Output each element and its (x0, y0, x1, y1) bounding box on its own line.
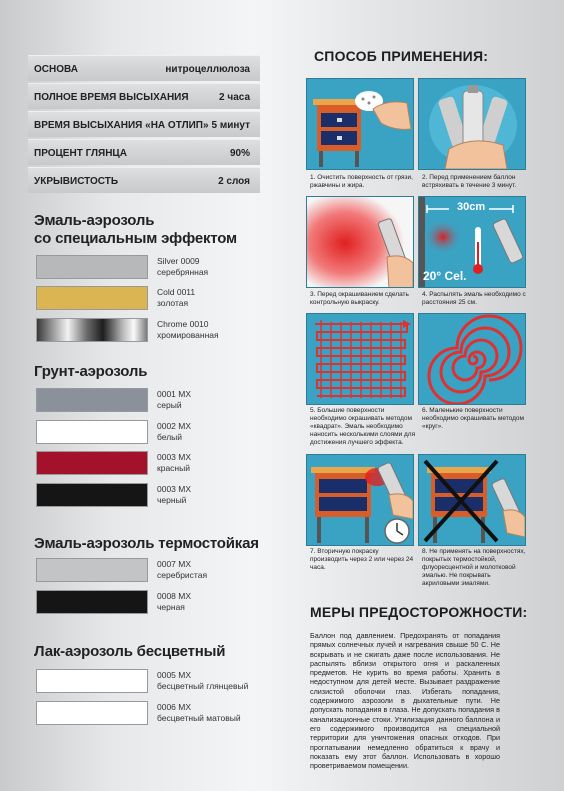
swatch-name: красный (157, 463, 190, 473)
swatch-code: 0008 MX (157, 591, 192, 601)
step-6-caption: 6. Маленькие поверхности необходимо окрашивать методом «круг». (422, 407, 524, 430)
swatch-code: 0005 MX (157, 670, 192, 680)
swatch-code: 0006 MX (157, 702, 192, 712)
swatch-label-gloss-lacquer (157, 670, 248, 692)
spec-row-coverage (28, 167, 260, 193)
step-7-illustration (306, 454, 414, 546)
swatch-code: 0002 MX (157, 421, 192, 431)
usage-title: СПОСОБ ПРИМЕНЕНИЯ: (314, 48, 489, 64)
shake-can-icon (419, 79, 526, 170)
section-title-heat-resistant: Эмаль-аэрозоль термостойкая (34, 535, 259, 552)
temperature-label: 20° Cel. (423, 269, 467, 283)
step-1-illustration (306, 78, 414, 170)
distance-label: 30cm (457, 201, 486, 213)
recoat-timer-icon (307, 455, 414, 546)
circle-method-icon (419, 314, 526, 405)
spec-row-gloss (28, 139, 260, 165)
prohibited-icon (419, 455, 526, 546)
spec-value: 2 часа (219, 92, 250, 103)
swatch-white (36, 420, 148, 444)
spec-row-tack-dry (28, 111, 260, 137)
spec-row-base (28, 55, 260, 81)
swatch-label-black (157, 484, 191, 506)
swatch-code: 0003 MX (157, 452, 192, 462)
swatch-heat-silver (36, 558, 148, 582)
swatch-name: бесцветный матовый (157, 713, 241, 723)
swatch-matte-lacquer (36, 701, 148, 725)
swatch-label-silver (157, 256, 208, 278)
step-8-caption: 8. Не применять на поверхностях, покрытых термостойкой, флуоресцентной и молотковой эмалью. Не покрывать акриловыми эмалями. (422, 548, 526, 587)
spec-value: нитроцеллюлоза (165, 64, 250, 75)
swatch-code: Silver 0009 (157, 256, 200, 266)
swatch-code: Cold 0011 (157, 287, 196, 297)
swatch-heat-black (36, 590, 148, 614)
swatch-name: серый (157, 400, 182, 410)
precautions-title: МЕРЫ ПРЕДОСТОРОЖНОСТИ: (310, 604, 528, 620)
cabinet-cleaning-icon (307, 79, 414, 170)
step-4-caption: 4. Распылять эмаль необходимо с расстояния 25 см. (422, 291, 526, 306)
swatch-label-white (157, 421, 191, 443)
swatch-label-gold (157, 287, 195, 309)
swatch-name: хромированная (157, 330, 219, 340)
swatch-name: серебристая (157, 570, 208, 580)
step-2-caption: 2. Перед применением баллон встряхивать в течение 3 минут. (422, 174, 517, 189)
swatch-red (36, 451, 148, 475)
test-spray-icon (307, 197, 414, 288)
swatch-name: черный (157, 495, 187, 505)
swatch-black (36, 483, 148, 507)
swatch-gloss-lacquer (36, 669, 148, 693)
spec-key: ПОЛНОЕ ВРЕМЯ ВЫСЫХАНИЯ (34, 92, 189, 103)
step-2-illustration (418, 78, 526, 170)
title-line-2: со специальным эффектом (34, 230, 237, 247)
swatch-label-matte-lacquer (157, 702, 241, 724)
precautions-text: Баллон под давлением. Предохранять от попадания прямых солнечных лучей и нагревания свыше 50 С. Не вскрывать и не сжигать даже после использования. Не распылять вблизи открытого огня и раскаленных предметов. Не курить во время работы. Хранить в недоступном для детей месте. Вызывает раздражение слизистой оболочки глаз. Избегать попадания, содержимого аэрозоли в дыхательные пути. Не допускать попадания в глаза. Не допускать попадания в канализационные стоки. Утилизация данного баллона и его содержимого производится на специальной территории для уничтожения опасных отходов. При проглатывании немедленно обратиться к врачу и показать ему этот баллон. Использовать в хорошо проветриваемом помещении. (310, 631, 500, 771)
swatch-chrome (36, 318, 148, 342)
step-7-caption: 7. Вторичную покраску производить через 2 или через 24 часа. (310, 548, 414, 571)
step-3-illustration (306, 196, 414, 288)
swatch-silver (36, 255, 148, 279)
title-line-1: Эмаль-аэрозоль (34, 212, 155, 229)
step-1-caption: 1. Очистить поверхность от грязи, ржавчины и жира. (310, 174, 413, 189)
step-5-caption: 5. Большие поверхности необходимо окрашивать методом «квадрат». Эмаль необходимо наносить несколькими слоями для достижения лучшего эффекта. (310, 407, 416, 446)
swatch-label-red (157, 452, 191, 474)
section-title-lacquer: Лак-аэрозоль бесцветный (34, 643, 226, 660)
swatch-label-chrome (157, 319, 219, 341)
swatch-code: 0003 MX (157, 484, 192, 494)
spec-value: 90% (229, 148, 250, 159)
swatch-name: бесцветный глянцевый (157, 681, 249, 691)
step-5-illustration (306, 313, 414, 405)
spec-key: ОСНОВА (34, 64, 78, 75)
swatch-name: черная (157, 602, 185, 612)
swatch-code: 0007 MX (157, 559, 192, 569)
swatch-name: белый (157, 432, 183, 442)
square-method-icon (307, 314, 414, 405)
swatch-grey (36, 388, 148, 412)
section-title-special-effect (34, 212, 237, 248)
spec-key: УКРЫВИСТОСТЬ (34, 176, 119, 187)
spec-value: 2 слоя (218, 176, 250, 187)
swatch-code: Chrome 0010 (157, 319, 209, 329)
section-title-primer: Грунт-аэрозоль (34, 363, 148, 380)
swatch-name: серебрянная (157, 267, 209, 277)
swatch-label-grey (157, 389, 191, 411)
spec-key: ВРЕМЯ ВЫСЫХАНИЯ «НА ОТЛИП» (34, 120, 209, 131)
spec-key: ПРОЦЕНТ ГЛЯНЦА (34, 148, 127, 159)
swatch-code: 0001 MX (157, 389, 192, 399)
swatch-gold (36, 286, 148, 310)
step-3-caption: 3. Перед окрашиванием сделать контрольную выкраску. (310, 291, 409, 306)
step-4-illustration (418, 196, 526, 288)
step-6-illustration (418, 313, 526, 405)
spec-value: 5 минут (211, 120, 250, 131)
swatch-label-heat-black (157, 591, 191, 613)
swatch-name: золотая (157, 298, 189, 308)
step-8-illustration (418, 454, 526, 546)
spec-row-full-dry (28, 83, 260, 109)
swatch-label-heat-silver (157, 559, 207, 581)
